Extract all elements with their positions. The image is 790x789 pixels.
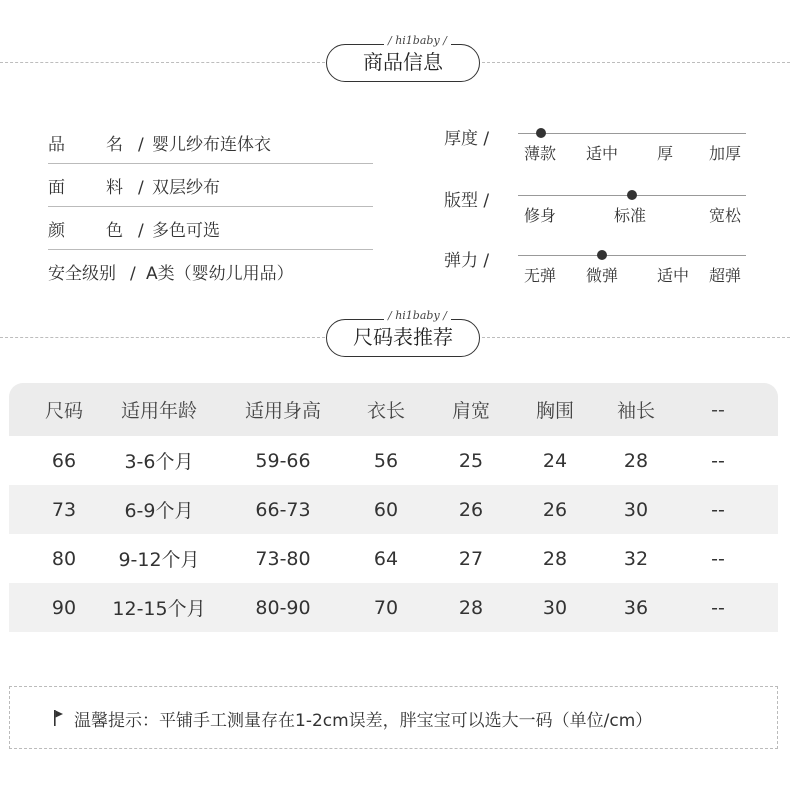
table-cell: 60	[373, 498, 399, 521]
size-table	[9, 383, 778, 632]
brand-tag: / hi1baby /	[384, 34, 451, 47]
table-cell: 90	[51, 596, 77, 619]
table-cell: 26	[458, 498, 484, 521]
table-cell: --	[711, 498, 725, 521]
info-key: 名	[106, 135, 123, 155]
table-cell: 28	[458, 596, 484, 619]
section-header-product-info	[0, 34, 790, 88]
divider	[482, 337, 790, 339]
section-header-size-chart	[0, 309, 790, 363]
scale-label: 版型 /	[444, 191, 490, 211]
info-value: 双层纱布	[152, 178, 220, 198]
table-row	[9, 534, 778, 583]
divider	[482, 62, 790, 64]
info-row-name	[48, 124, 373, 164]
table-cell: 70	[373, 596, 399, 619]
table-cell: 73-80	[255, 547, 311, 570]
section-title: 商品信息	[326, 44, 480, 82]
info-separator: /	[138, 178, 144, 198]
flag-icon	[53, 709, 65, 727]
info-key: 色	[106, 221, 123, 241]
table-cell: 6-9个月	[124, 500, 194, 522]
divider	[0, 62, 325, 64]
table-cell: 66	[51, 449, 77, 472]
scale-indicator	[627, 190, 637, 200]
info-key: 安全级别	[48, 264, 116, 284]
info-key: 料	[106, 178, 123, 198]
table-cell: 28	[542, 547, 568, 570]
info-separator: /	[138, 135, 144, 155]
table-header-cell: 适用身高	[244, 400, 321, 422]
section-title: 尺码表推荐	[326, 319, 480, 357]
table-cell: 36	[623, 596, 649, 619]
scale-option: 适中	[657, 266, 690, 285]
table-cell: 59-66	[255, 449, 311, 472]
table-cell: 27	[458, 547, 484, 570]
scale-indicator	[597, 250, 607, 260]
table-cell: 80	[51, 547, 77, 570]
scale-track	[518, 255, 746, 256]
table-cell: --	[711, 547, 725, 570]
info-row-safety	[48, 252, 373, 292]
scale-option: 超弹	[709, 266, 742, 285]
scale-option: 薄款	[524, 144, 557, 163]
info-row-color	[48, 210, 373, 250]
table-cell: 30	[623, 498, 649, 521]
table-cell: 32	[623, 547, 649, 570]
table-row	[9, 436, 778, 485]
table-header-cell: 尺码	[44, 400, 83, 422]
table-cell: 56	[373, 449, 399, 472]
table-row	[9, 485, 778, 534]
table-cell: 26	[542, 498, 568, 521]
info-key: 品	[48, 135, 65, 155]
scale-option: 适中	[586, 144, 619, 163]
table-row	[9, 583, 778, 632]
brand-tag: / hi1baby /	[384, 309, 451, 322]
table-header-cell: 袖长	[616, 400, 655, 422]
table-cell: --	[711, 449, 725, 472]
info-separator: /	[138, 221, 144, 241]
scale-track	[518, 133, 746, 134]
info-key: 面	[48, 178, 65, 198]
scale-option: 标准	[614, 206, 647, 225]
table-cell: 28	[623, 449, 649, 472]
divider	[0, 337, 325, 339]
scale-label: 厚度 /	[444, 129, 490, 149]
scale-option: 修身	[524, 206, 557, 225]
scale-label: 弹力 /	[444, 251, 490, 271]
scale-option: 宽松	[709, 206, 742, 225]
table-cell: --	[711, 596, 725, 619]
info-key: 颜	[48, 221, 65, 241]
table-cell: 25	[458, 449, 484, 472]
table-cell: 12-15个月	[112, 598, 206, 620]
tip-box	[9, 686, 778, 749]
table-header-row	[9, 383, 778, 436]
info-value: 多色可选	[152, 221, 220, 241]
table-header-cell: 肩宽	[451, 400, 490, 422]
table-cell: 80-90	[255, 596, 311, 619]
table-header-cell: 胸围	[535, 400, 574, 422]
scale-option: 加厚	[709, 144, 742, 163]
table-cell: 3-6个月	[124, 451, 194, 473]
table-cell: 73	[51, 498, 77, 521]
info-value: 婴儿纱布连体衣	[152, 135, 271, 155]
scale-indicator	[536, 128, 546, 138]
scale-option: 厚	[657, 144, 674, 163]
table-cell: 66-73	[255, 498, 311, 521]
table-header-cell: 适用年龄	[120, 400, 197, 422]
tip-text: 温馨提示：平铺手工测量存在1-2cm误差，胖宝宝可以选大一码（单位/cm）	[74, 711, 653, 731]
info-separator: /	[130, 264, 136, 284]
table-header-cell: --	[711, 398, 725, 421]
scale-option: 无弹	[524, 266, 557, 285]
table-cell: 64	[373, 547, 399, 570]
table-cell: 9-12个月	[118, 549, 200, 571]
info-row-fabric	[48, 167, 373, 207]
info-value: A类（婴幼儿用品）	[146, 264, 294, 284]
table-cell: 24	[542, 449, 568, 472]
table-cell: 30	[542, 596, 568, 619]
table-header-cell: 衣长	[366, 400, 405, 422]
scale-option: 微弹	[586, 266, 619, 285]
